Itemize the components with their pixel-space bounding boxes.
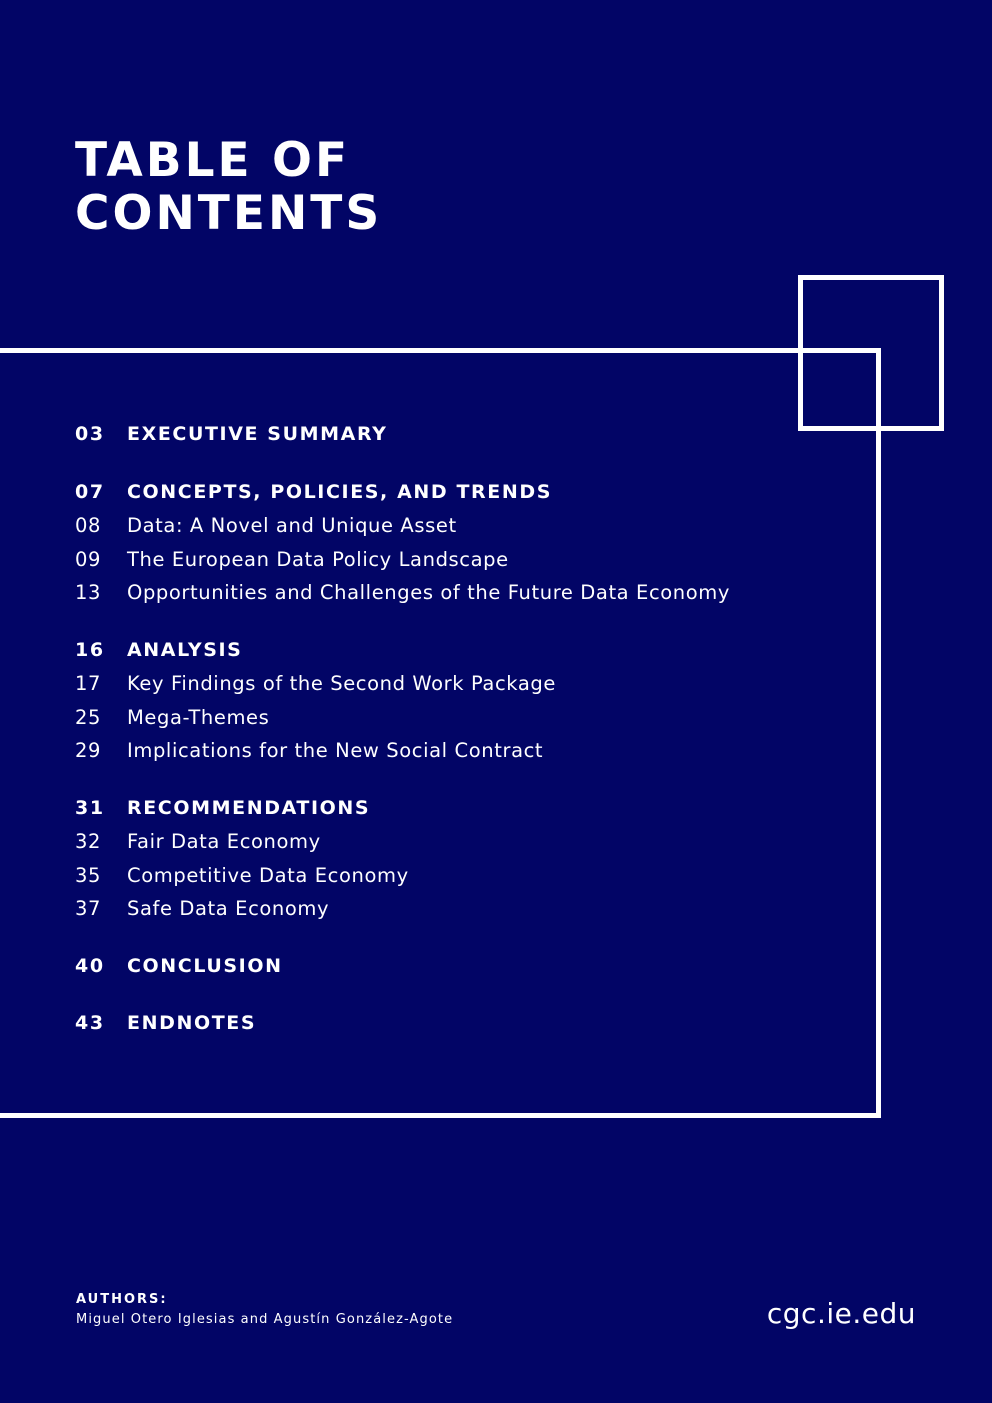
toc-subsection-entry[interactable]	[75, 859, 815, 893]
toc-page-number: 32	[75, 830, 102, 853]
toc-page-number: 31	[75, 796, 105, 819]
website-link[interactable]: cgc.ie.edu	[766, 1297, 916, 1330]
toc-subsection-entry[interactable]	[75, 509, 815, 543]
toc-subsection-entry[interactable]	[75, 576, 815, 610]
toc-page-number: 35	[75, 863, 102, 887]
toc-subsection-title: Mega-Themes	[127, 705, 270, 729]
toc-group	[75, 1007, 815, 1041]
toc-page-number: 25	[75, 705, 102, 729]
toc-group	[75, 950, 815, 984]
toc-subsection-title: Competitive Data Economy	[127, 863, 409, 887]
toc-section-title: CONCLUSION	[127, 954, 283, 977]
toc-group	[75, 634, 815, 768]
toc-page-number: 08	[75, 514, 102, 537]
toc-subsection-entry[interactable]	[75, 543, 815, 577]
toc-section-title: ANALYSIS	[127, 638, 243, 661]
toc-subsection-entry[interactable]	[75, 892, 815, 926]
toc-section-entry[interactable]	[75, 1007, 815, 1041]
toc-section-entry[interactable]	[75, 634, 815, 668]
table-of-contents	[75, 418, 815, 1065]
toc-page-number: 43	[75, 1012, 105, 1034]
toc-page-number: 07	[75, 480, 105, 503]
toc-subsection-entry[interactable]	[75, 734, 815, 768]
toc-subsection-title: Opportunities and Challenges of the Future Data Economy	[127, 581, 731, 604]
page-title-line-1: TABLE OF	[75, 133, 351, 188]
toc-subsection-title: Data: A Novel and Unique Asset	[127, 514, 457, 537]
toc-section-entry[interactable]	[75, 418, 815, 452]
toc-subsection-title: Key Findings of the Second Work Package	[127, 672, 556, 695]
toc-page-number: 29	[75, 739, 102, 762]
toc-page-number: 37	[75, 897, 102, 920]
page-title	[75, 134, 382, 240]
toc-subsection-title: Fair Data Economy	[127, 830, 321, 853]
page-title-line-2: CONTENTS	[75, 186, 383, 241]
toc-subsection-entry[interactable]	[75, 825, 815, 859]
toc-subsection-title: Implications for the New Social Contract	[127, 739, 544, 762]
toc-section-title: EXECUTIVE SUMMARY	[127, 423, 388, 445]
toc-subsection-entry[interactable]	[75, 701, 815, 735]
toc-page-number: 13	[75, 581, 102, 604]
authors-label: AUTHORS:	[76, 1292, 168, 1307]
toc-section-title: RECOMMENDATIONS	[127, 796, 371, 819]
toc-page-number: 17	[75, 672, 102, 695]
toc-page-number: 40	[75, 954, 105, 977]
toc-subsection-title: Safe Data Economy	[127, 897, 330, 920]
toc-group	[75, 418, 815, 452]
toc-subsection-title: The European Data Policy Landscape	[127, 547, 509, 571]
toc-section-entry[interactable]	[75, 950, 815, 984]
toc-section-title: CONCEPTS, POLICIES, AND TRENDS	[127, 480, 553, 503]
toc-page-number: 03	[75, 423, 105, 445]
toc-page-number: 16	[75, 638, 105, 661]
toc-section-entry[interactable]	[75, 792, 815, 826]
toc-group	[75, 792, 815, 926]
toc-group	[75, 476, 815, 610]
toc-section-entry[interactable]	[75, 476, 815, 510]
authors-block	[76, 1291, 453, 1331]
toc-section-title: ENDNOTES	[127, 1012, 257, 1034]
toc-page-number: 09	[75, 547, 102, 571]
toc-subsection-entry[interactable]	[75, 667, 815, 701]
authors-names: Miguel Otero Iglesias and Agustín González-Agote	[76, 1312, 454, 1327]
decorative-square	[798, 275, 944, 431]
